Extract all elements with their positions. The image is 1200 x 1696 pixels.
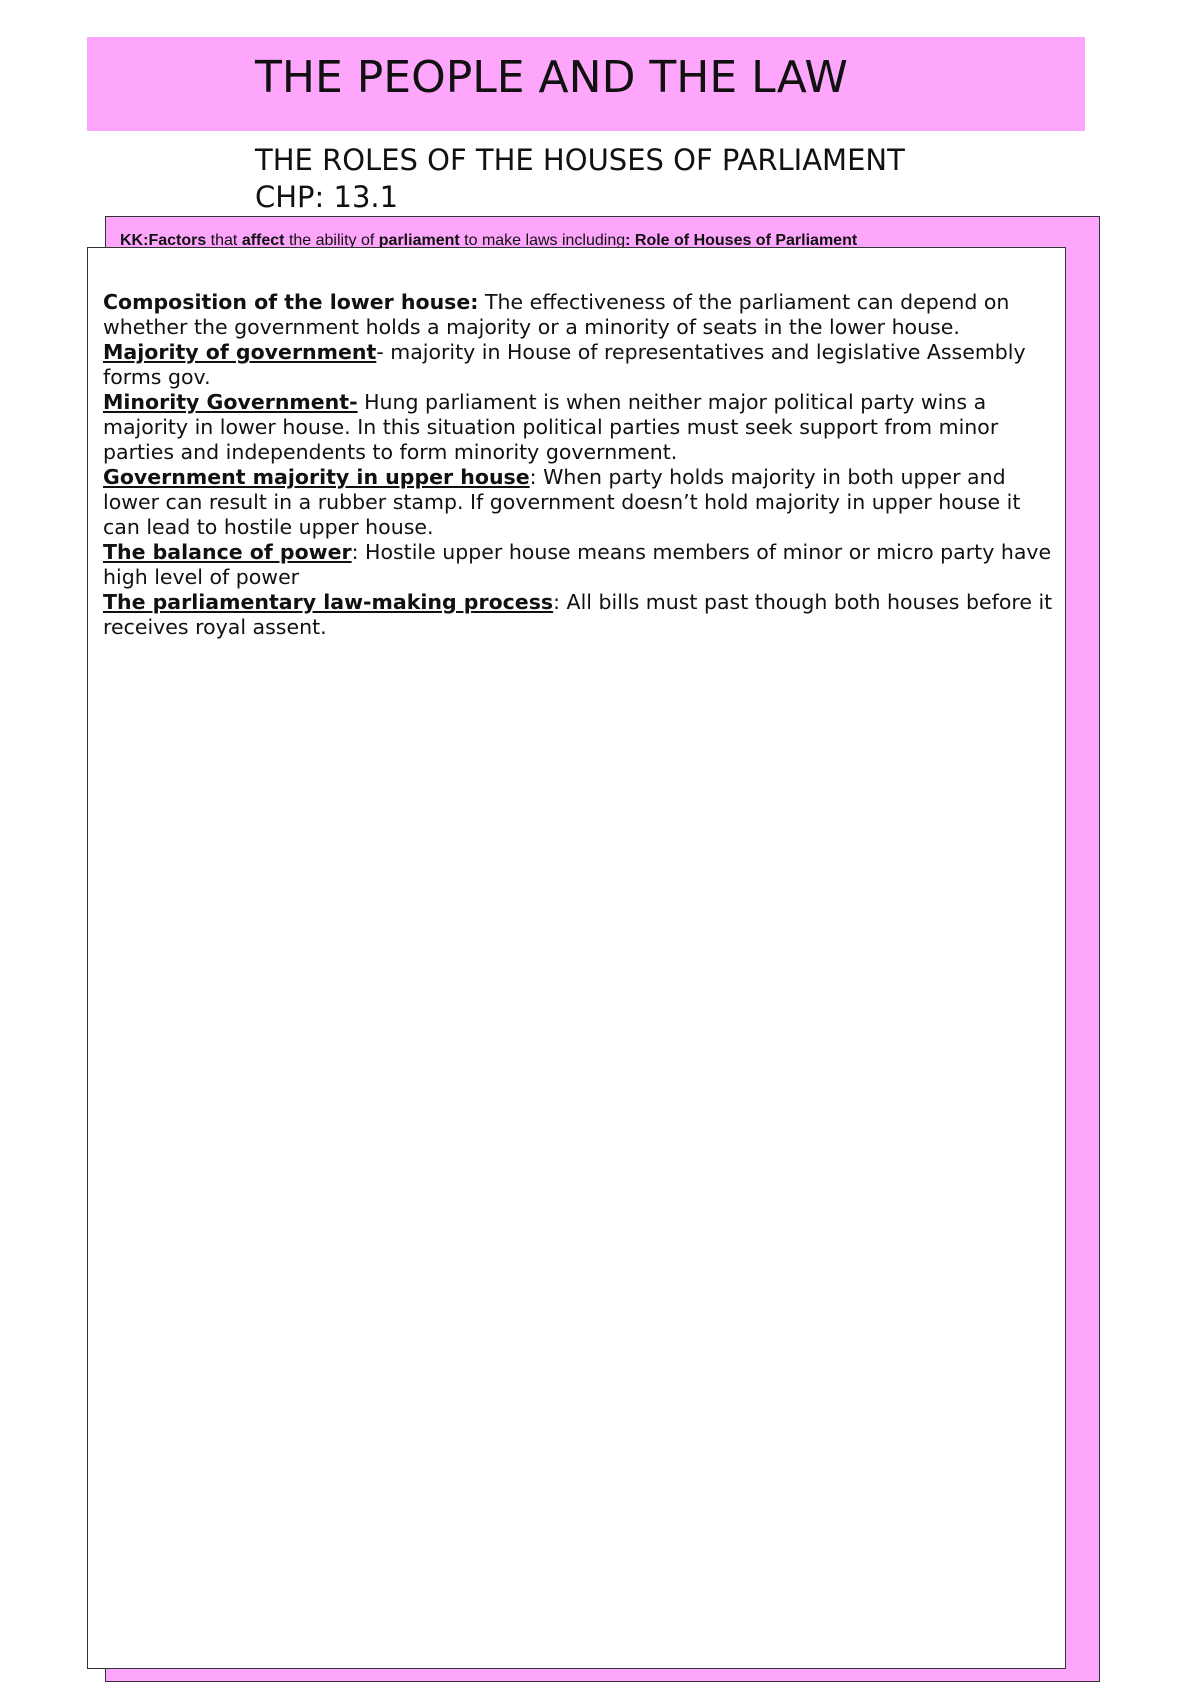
kk-text: the ability of xyxy=(284,232,379,247)
note-term: Government majority in upper house xyxy=(103,465,530,489)
note-item xyxy=(103,465,1053,540)
kk-text-bold: affect xyxy=(241,232,285,247)
kk-text-bold: parliament xyxy=(378,232,460,247)
note-text: : When party holds majority in both upper and lower can result in a rubber stamp. If government doesn’t hold majority in upper house it can lead to hostile upper house. xyxy=(103,465,1021,539)
chapter-label: CHP: 13.1 xyxy=(255,180,399,214)
kk-text-bold: : Role of Houses of Parliament xyxy=(625,232,858,247)
key-knowledge-line xyxy=(120,230,857,247)
note-text: Hung parliament is when neither major political party wins a majority in lower house. In this situation political parties must seek support from minor parties and independents to form minority government. xyxy=(103,390,999,464)
note-item xyxy=(103,290,1053,340)
note-text: The effectiveness of the parliament can depend on whether the government holds a majority or a minority of seats in the lower house. xyxy=(103,290,1010,339)
note-term: Minority Government- xyxy=(103,390,358,414)
note-item xyxy=(103,540,1053,590)
note-text: : All bills must past though both houses before it receives royal assent. xyxy=(103,590,1053,639)
note-term: Composition of the lower house: xyxy=(103,290,479,314)
kk-text: to make laws including xyxy=(459,232,626,247)
kk-text: that xyxy=(206,232,242,247)
note-term: The balance of power xyxy=(103,540,352,564)
page-title: THE PEOPLE AND THE LAW xyxy=(255,52,848,103)
subtitle-line: THE ROLES OF THE HOUSES OF PARLIAMENT xyxy=(255,143,905,177)
notes-body xyxy=(103,290,1053,640)
note-term: The parliamentary law-making process xyxy=(103,590,554,614)
note-term: Majority of government xyxy=(103,340,377,364)
note-text: : Hostile upper house means members of minor or micro party have high level of power xyxy=(103,540,1052,589)
page-subtitle xyxy=(255,142,905,216)
note-item xyxy=(103,390,1053,465)
note-text: - majority in House of representatives and legislative Assembly forms gov. xyxy=(103,340,1026,389)
kk-label: KK:Factors xyxy=(120,232,207,247)
note-item xyxy=(103,340,1053,390)
note-item xyxy=(103,590,1053,640)
